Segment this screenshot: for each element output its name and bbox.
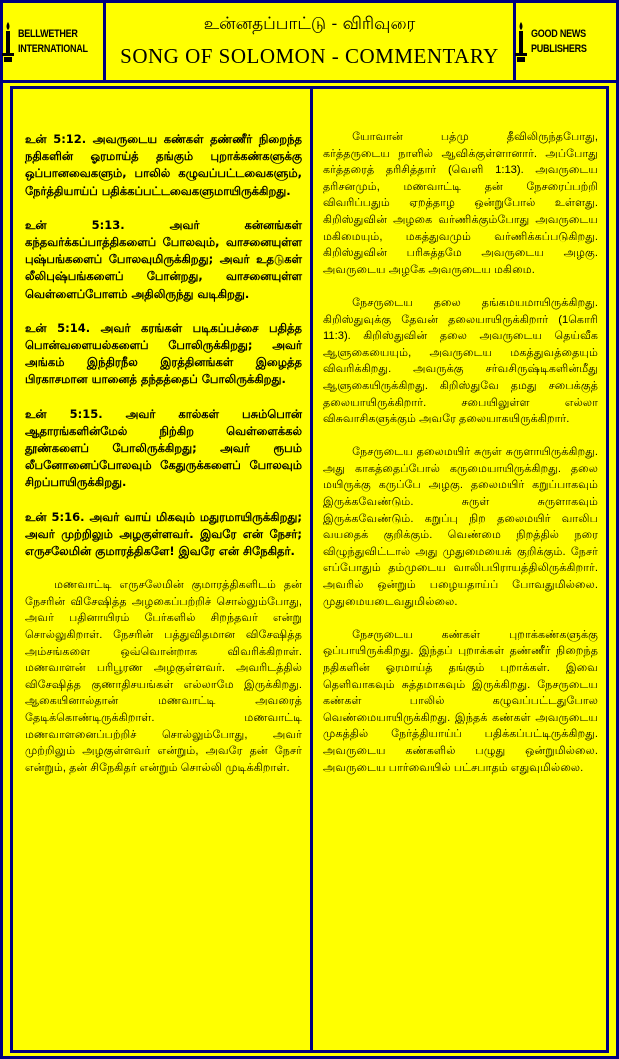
- title-english: SONG OF SOLOMON - COMMENTARY: [120, 44, 499, 68]
- verse-5-12: உன் 5:12. அவருடைய கண்கள் தண்ணீர் நிறைந்த நதிகளின் ஓரமாய்த் தங்கும் புறாக்கண்களுக்கு ஒப்பானவைகளும், பாலில் கழுவப்பட்டவைகளும், நேர்த்தியாய்ப் பதிக்கப்பட்டவைகளுமாயிருக்கிறது.: [25, 132, 302, 198]
- commentary-paragraph: மணவாட்டி எருசலேமின் குமாரத்திகளிடம் தன் நேசரின் விசேஷித்த அழகைப்பற்றிச் சொல்லும்போது, அவர் பதினாயிரம் பேர்களில் சிறந்தவர் என்று சொல்லுகிறாள். நேசரின் பத்துவிதமான விசேஷித்த அம்சங்களை ஒவ்வொன்றாக விவரிக்கிறாள். மணவாளன் பரிபூரண அழகுள்ளவர். அவரிடத்தில் விசேஷித்த குணாதிசயங்கள் எல்லாமே இருக்கிறது. ஆகையினால்தான் மணவாட்டி அவரைத் தேடிக்கொண்டிருக்கிறாள். மணவாட்டி மணவாளனைப்பற்றிச் சொல்லும்போது, அவர் முற்றிலும் அழகுள்ளவர் என்றும், அவரே தன் நேசர் என்றும், தன் சிநேகிதர் என்றும் சொல்லி முடிக்கிறாள்.: [25, 579, 302, 774]
- verse-5-13: உன் 5:13. அவர் கன்னங்கள் கந்தவர்க்கப்பாத்திகளைப் போலவும், வாசனையுள்ள புஷ்பங்களைப் போலவுமிருக்கிறது; அவர் உதடுகள் லீலிபுஷ்பங்களைப் போன்றது, வாசனையுள்ள வெள்ளைப்போளம் அதிலிருந்து வடிகிறது.: [25, 217, 302, 301]
- left-column: [13, 89, 313, 1050]
- logo-line-1: BELLWETHER: [17, 27, 78, 40]
- logo-line-2: PUBLISHERS: [530, 42, 587, 55]
- bellwether-logo: [3, 3, 106, 80]
- page-title: [109, 3, 510, 80]
- commentary-paragraph: நேசருடைய கண்கள் புறாக்கண்களுக்கு ஒப்பாயிருக்கிறது. இந்தப் புறாக்கள் தண்ணீர் நிறைந்த நதிகளின் ஓரமாய்த் தங்கும் புறாக்கள். இவை தெளிவாகவும் சுத்தமாகவும் இருக்கிறது. நேசருடைய கண்கள் பாலில் கழுவப்பட்டதுபோல வெண்மையாயிருக்கிறது. இந்தக் கண்கள் அவருடைய முகத்தில் நேர்த்தியாய்ப் பதிக்கப்பட்டிருக்கிறது. அவருடைய கண்களில் பழுது ஒன்றுமில்லை. அவருடைய பார்வையில் பட்சபாதம் எதுவுமில்லை.: [323, 628, 598, 774]
- good-news-logo: [513, 3, 616, 80]
- logo-line-2: INTERNATIONAL: [17, 42, 88, 55]
- page-header: [3, 3, 616, 83]
- commentary-body: [10, 86, 609, 1053]
- verse-5-14: உன் 5:14. அவர் கரங்கள் படிகப்பச்சை பதித்த பொன்வளையல்களைப் போலிருக்கிறது; அவர் அங்கம் இந்திரநீல இரத்தினங்கள் இழைத்த பிரகாசமான யானைத் தந்தத்தைப் போலிருக்கிறது.: [25, 320, 302, 387]
- title-tamil: உன்னதப்பாட்டு - விரிவுரை: [203, 14, 416, 34]
- right-column: [313, 89, 606, 1050]
- logo-line-1: GOOD NEWS: [530, 27, 586, 40]
- candle-icon: [1, 22, 15, 62]
- commentary-paragraph: நேசருடைய தலைமயிர் சுருள் சுருளாயிருக்கிறது. அது காகத்தைப்போல் கருமையாயிருக்கிறது. தலை மயிருக்கு கருப்பே அழகு. தலைமயிர் கறுப்பாகவும் இருக்கவேண்டும். சுருள் சுருளாகவும் இருக்கவேண்டும். கறுப்பு நிற தலைமயிர் வாலிப வயதைக் குறிக்கும். வெண்மை நிறத்தில் நரை விழுந்துவிட்டால் அது முதுமையைக் குறிக்கும். நேசர் எப்போதும் தம்முடைய வாலிபபிராயத்திலிருக்கிறார். அவரில் ஒன்றும் பழையதாய்ப் போவதுமில்லை. முதுமையடைவதுமில்லை.: [323, 446, 598, 608]
- verse-5-15: உன் 5:15. அவர் கால்கள் பசும்பொன் ஆதாரங்களின்மேல் நிற்கிற வெள்ளைக்கல் தூண்களைப் போலிருக்கிறது; அவர் ரூபம் லீபனோனைப்போலவும் கேதுருக்களைப் போலவும் சிறப்பாயிருக்கிறது.: [25, 406, 302, 490]
- commentary-paragraph: யோவான் பத்மு தீவிலிருந்தபோது, கர்த்தருடைய நாளில் ஆவிக்குள்ளானார். அப்போது கர்த்தரைத் தரிசித்தார் (வெளி 1:13). அவருடைய தரிசனமும், மணவாட்டி தன் நேசரைப்பற்றி விவரிப்பதும் ஏறத்தாழ ஒன்றுபோல் உள்ளது. கிறிஸ்துவின் அழகை வர்ணிக்கும்போது அவருடைய மகிமையும், மகத்துவமும் வர்ணிக்கப்படுகிறது. கிறிஸ்துவின் பரிசுத்தமே அவருடைய அழகு. அவருடைய அழகே அவருடைய மகிமை.: [323, 131, 598, 276]
- commentary-paragraph: நேசருடைய தலை தங்கமயமாயிருக்கிறது. கிறிஸ்துவுக்கு தேவன் தலையாயிருக்கிறார் (1கொரி 11:3). கிறிஸ்துவின் தலை அவருடைய தெய்வீக ஆளுகையையும், அவருடைய மகத்துவத்தையும் விவரிக்கிறது. அவருக்கு சர்வசிருஷ்டிகளின்மீது ஆளுகையிருக்கிறது. கிறிஸ்துவே தமது சபைக்குத் தலையாயிருக்கிறார். சபையிலுள்ள எல்லா விசுவாசிகளுக்கும் அவரே தலையாகயிருக்கிறார்.: [323, 296, 598, 426]
- candle-icon: [514, 22, 528, 62]
- verse-5-16: உன் 5:16. அவர் வாய் மிகவும் மதுரமாயிருக்கிறது; அவர் முற்றிலும் அழகுள்ளவர். இவரே என் நேசர்; எருசலேமின் குமாரத்திகளே! இவரே என் சிநேகிதர்.: [25, 509, 302, 559]
